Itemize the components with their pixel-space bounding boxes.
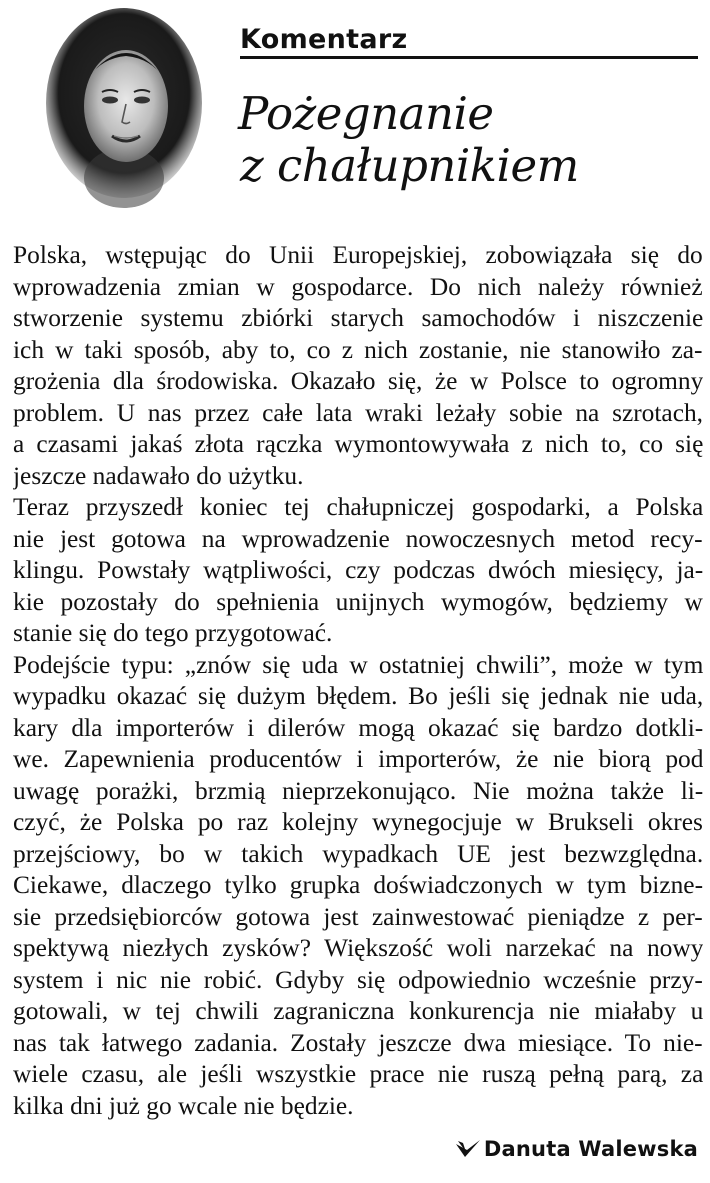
article-headline — [238, 88, 698, 192]
body-line: Polska, wstępując do Unii Europejskiej, zobowiązała się do — [13, 241, 703, 269]
body-line: nas tak łatwego zadania. Zostały jeszcze dwa miesiące. To nie- — [13, 1028, 703, 1057]
body-line: Teraz przyszedł koniec tej chałupniczej gospodarki, a Polska — [13, 493, 703, 521]
body-line: wypadku okazać się dużym błędem. Bo jeśli się jednak nie uda, — [13, 682, 703, 710]
body-line: a czasami jakaś złota rączka wymontowywała z nich to, co się — [13, 430, 703, 458]
body-line: gotowali, w tej chwili zagraniczna konkurencja nie miałaby u — [13, 997, 703, 1025]
body-line: we. Zapewnienia producentów i importerów, że nie biorą pod — [13, 745, 703, 773]
body-line: stworzenie systemu zbiórki starych samochodów i niszczenie — [13, 304, 703, 332]
author-name: Danuta Walewska — [483, 1137, 698, 1161]
body-line: nie jest gotowa na wprowadzenie nowoczesnych metod recy- — [13, 524, 703, 553]
body-line: przejściowy, bo w takich wypadkach UE jest bezwzględna. — [13, 839, 703, 868]
body-line: kie pozostały do spełnienia unijnych wymogów, będziemy w — [13, 587, 703, 616]
section-rule — [240, 56, 698, 59]
body-line: ich w taki sposób, aby to, co z nich zostanie, nie stanowiło za- — [13, 335, 703, 364]
body-line: system i nic nie robić. Gdyby się odpowiednio wcześnie przy- — [13, 965, 703, 994]
body-line: klingu. Powstały wątpliwości, czy podczas dwóch miesięcy, ja- — [13, 556, 703, 584]
headline-line: Pożegnanie — [238, 87, 494, 140]
body-line: kilka dni już go wcale nie będzie. — [13, 1091, 354, 1120]
body-line: problem. U nas przez całe lata wraki leżały sobie na szrotach, — [13, 398, 703, 427]
body-line: Podejście typu: „znów się uda w ostatniej chwili”, może w tym — [13, 650, 703, 679]
author-byline — [455, 1137, 698, 1161]
body-line: sie przedsiębiorców gotowa jest zainwestować pieniądze z per- — [13, 902, 703, 931]
author-portrait — [40, 8, 208, 208]
article-body — [13, 240, 703, 1122]
section-label: Komentarz — [240, 24, 408, 55]
headline-line: z chałupnikiem — [240, 139, 579, 192]
body-line: wiele czasu, ale jeśli wszystkie prace nie ruszą pełną parą, za — [13, 1060, 703, 1088]
body-line: uwagę porażki, brzmią nieprzekonująco. Nie można także li- — [13, 776, 703, 805]
body-line: spektywą niezłych zysków? Większość woli narzekać na nowy — [13, 934, 703, 962]
body-line: grożenia dla środowiska. Okazało się, że w Polsce to ogromny — [13, 367, 703, 395]
body-line: czyć, że Polska po raz kolejny wynegocjuje w Brukseli okres — [13, 808, 703, 836]
checkmark-icon — [455, 1139, 481, 1159]
body-line: stanie się do tego przygotować. — [13, 619, 333, 647]
body-line: jeszcze nadawało do użytku. — [13, 461, 304, 490]
body-line: kary dla importerów i dilerów mogą okazać się bardzo dotkli- — [13, 713, 703, 742]
body-line: wprowadzenia zmian w gospodarce. Do nich należy również — [13, 272, 703, 301]
body-line: Ciekawe, dlaczego tylko grupka doświadczonych w tym bizne- — [13, 871, 703, 899]
